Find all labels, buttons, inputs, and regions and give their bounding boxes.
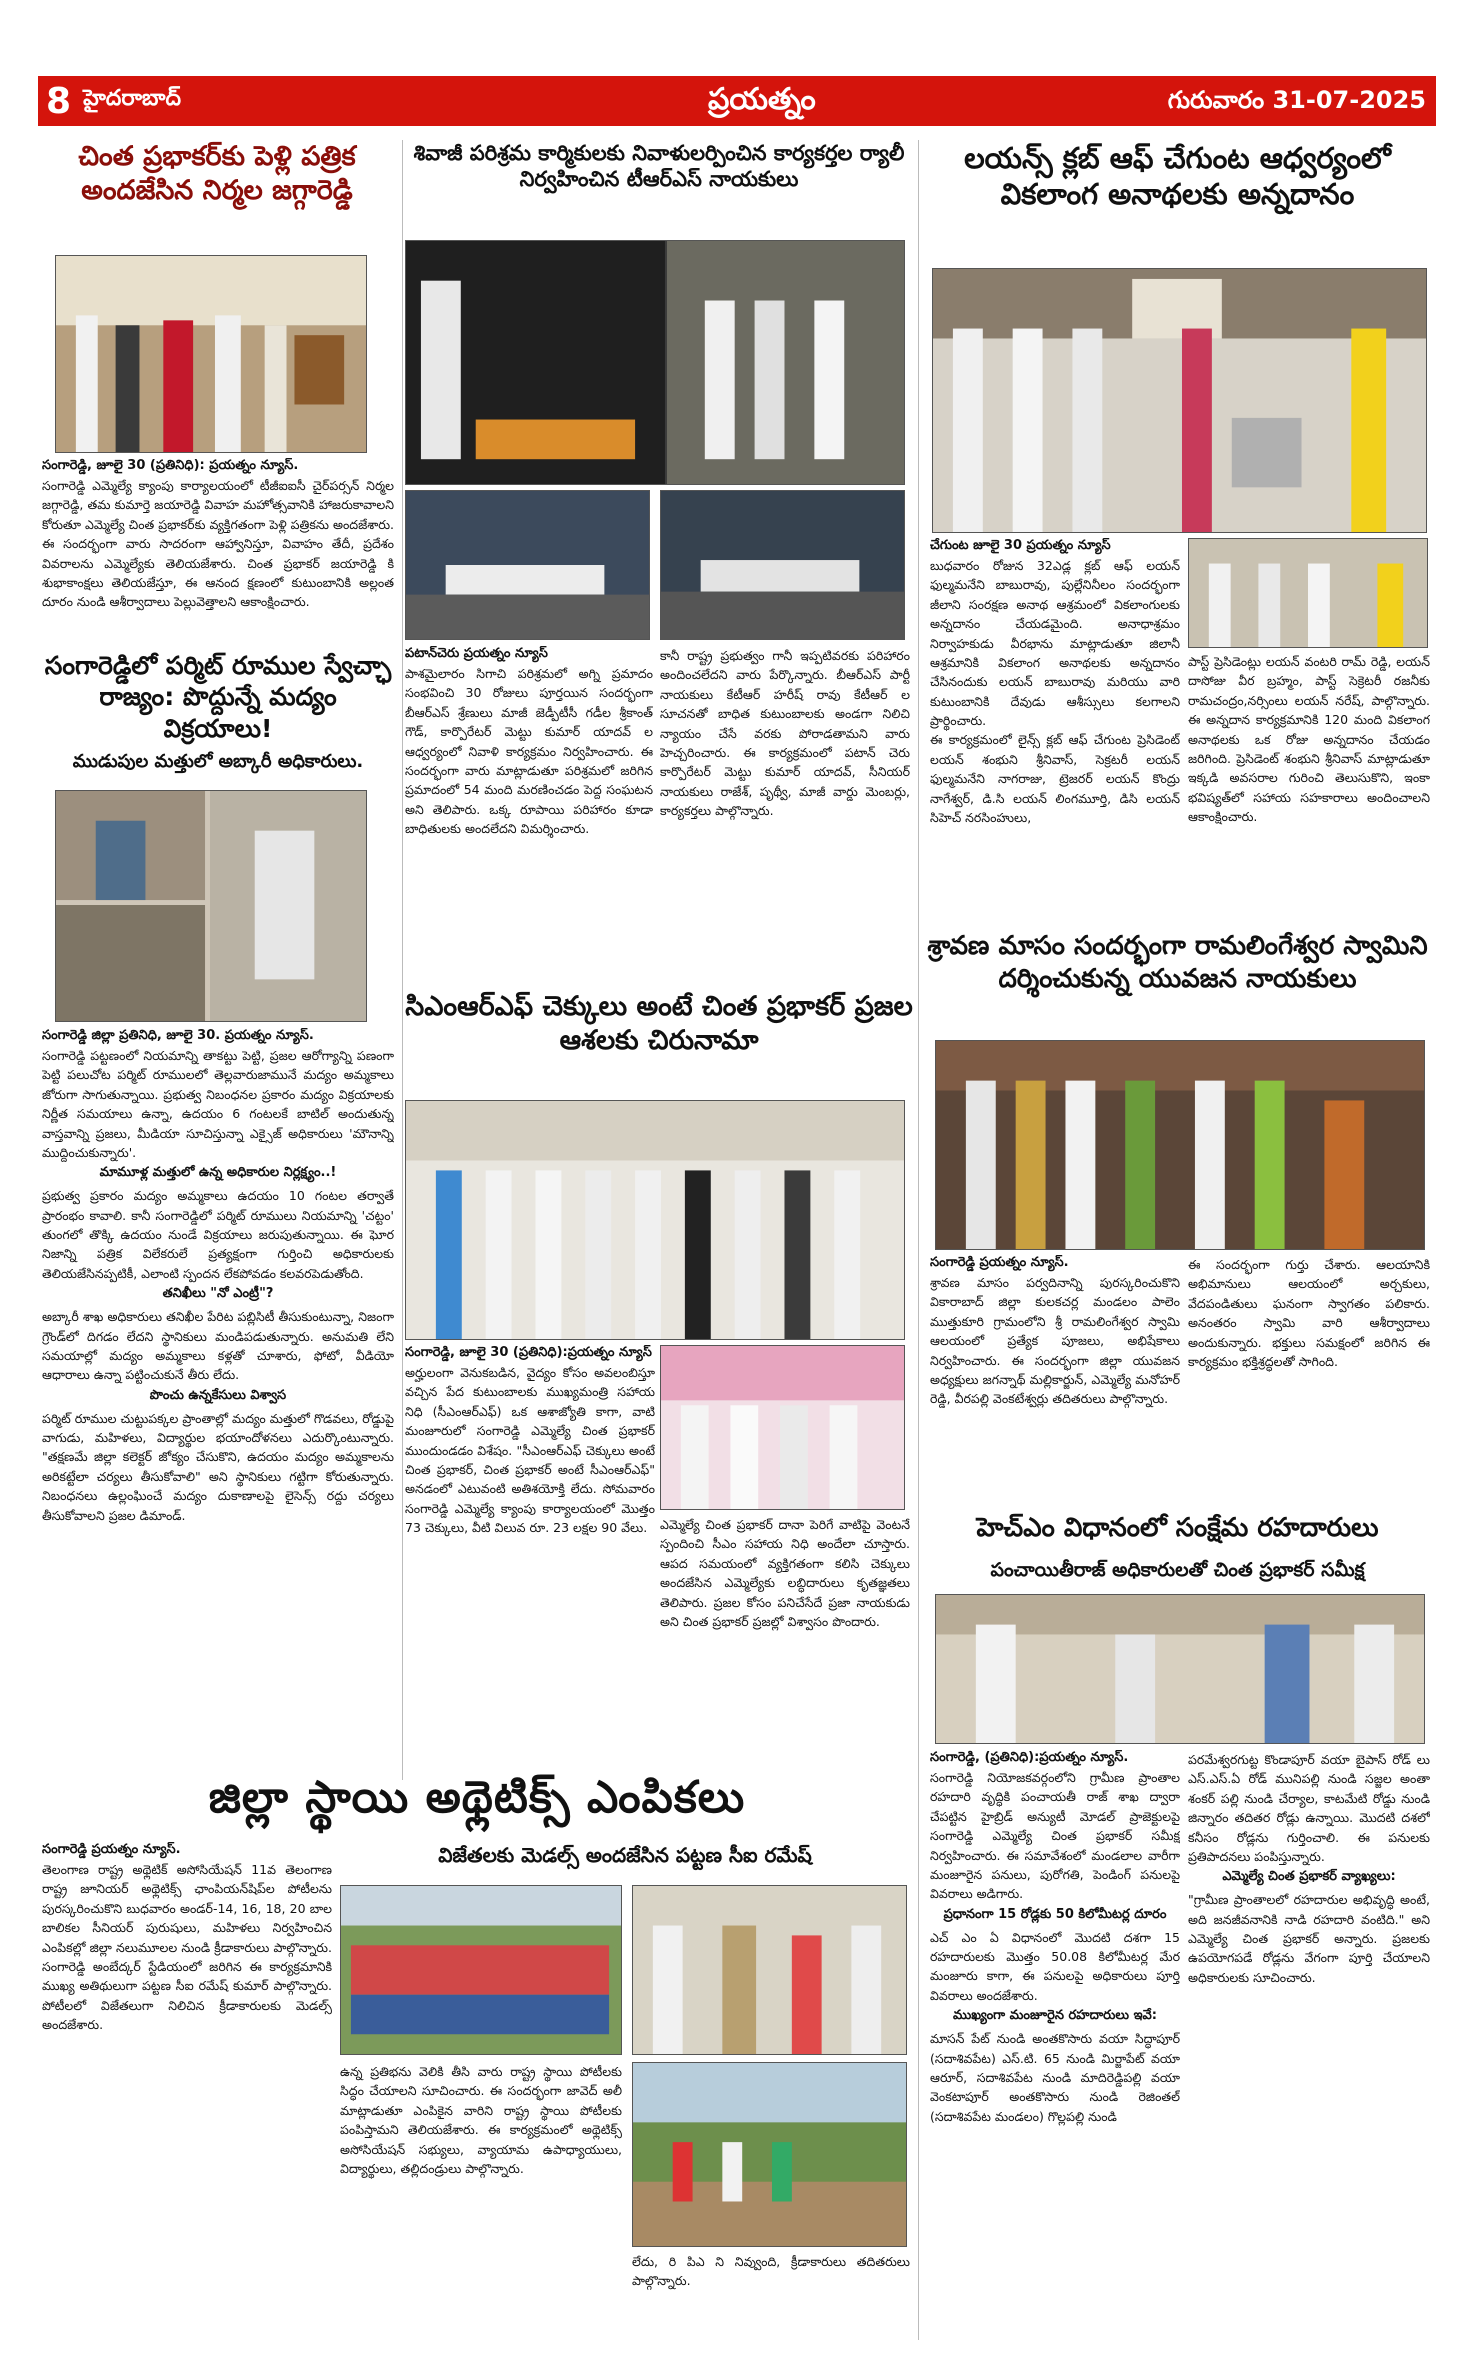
hm-text-4: పరమేశ్వరగుట్ట కొండాపూర్ వయా బైపాస్ రోడ్ లు ఎస్.ఎస్.ఏ రోడ్ మునిపల్లి నుండి సజ్జల అంతా శంకర్ పల్లి నుండి చేర్యాల, కాటమేటి రోడ్డు నుండి జిన్నారం తదితర రోడ్లు ఉన్నాయి. మొదటి దశలో కనీసం రోడ్లను గుర్తించాలి. ఈ పనులకు ప్రతిపాదనలు పంపిస్తున్నారు. bbox=[1188, 1752, 1430, 1864]
shivaji-article-headline: శివాజీ పరిశ్రమ కార్మికులకు నివాళులర్పించిన కార్యకర్తల ర్యాలీ నిర్వహించిన టీఆర్ఎస్ నాయకులు bbox=[413, 141, 905, 192]
shravana-temple-photo bbox=[935, 1040, 1425, 1250]
newspaper-name: ప్రయత్నం bbox=[708, 82, 816, 117]
hm-article-body-2 bbox=[1188, 1750, 1430, 2310]
athletics-byline: సంగారెడ్డి ప్రయత్నం న్యూస్. bbox=[42, 1842, 181, 1857]
liquor-article-body bbox=[42, 1028, 394, 1748]
liquor-text-3: అబ్కారీ శాఖ అధికారులు తనిఖీల పేరిట పబ్లిసిటీ తీసుకుంటున్నా, నిజంగా గ్రౌండ్‌లో దిగడం లేదని స్థానికులు మండిపడుతున్నారు. అనుమతి లేని సమయాల్లో మద్యం అమ్మకాలు కళ్లతో చూశారు, ఫోటో, వీడియో ఆధారాలు ఉన్నా పట్టించుకునే తీరు లేదు. bbox=[42, 1309, 394, 1383]
hm-article-body-1 bbox=[930, 1750, 1180, 2310]
shravana-byline: సంగారెడ్డి ప్రయత్నం న్యూస్. bbox=[930, 1255, 1069, 1270]
column-rule bbox=[918, 140, 919, 2340]
shivaji-photo-main bbox=[405, 240, 905, 485]
lions-text-3: పాస్ట్ ప్రెసిడెంట్లు లయన్ వంటరి రామ్ రెడ్డి, లయన్ దాసోజు వీర బ్రహ్మం, పాస్ట్ సెక్రెటరీ రజనీకు రామచంద్రం,నర్సింలు లయన్ నరేష్, పాల్గొన్నారు. ఈ అన్నదాన కార్యక్రమానికి 120 మంది వికలాంగ అనాథలకు ఒక రోజు అన్నదానం చేయడం జరిగింది. ప్రెసిడెంట్ శంభుని శ్రీనివాస్ మాట్లాడుతూ ఇక్కడి అవసరాల గురించి తెలుసుకొని, ఇంకా భవిష్యత్‌లో సహాయ సహకారాలు అందించాలని ఆకాంక్షించారు. bbox=[1188, 654, 1430, 824]
cmrf-article-headline: సిఎంఆర్ఎఫ్ చెక్కులు అంటే చింత ప్రభాకర్ ప్రజల ఆశలకు చిరునామా bbox=[405, 991, 913, 1056]
liquor-subhead-2: తనిఖీలు "నో ఎంట్రీ"? bbox=[162, 1286, 274, 1302]
liquor-subheadline: ముడుపుల మత్తులో అబ్కారీ అధికారులు. bbox=[72, 751, 364, 772]
cmrf-byline: సంగారెడ్డి, జూలై 30 (ప్రతినిధి):ప్రయత్నం న్యూస్ bbox=[405, 1345, 652, 1360]
shivaji-article-body-1 bbox=[405, 646, 653, 981]
edition-city: హైదరాబాద్ bbox=[83, 86, 182, 111]
shivaji-photo-rally-1 bbox=[405, 490, 650, 640]
cmrf-text-2: ఎమ్మెల్యే చింత ప్రభాకర్ దానా పెరిగే వాటిపై వెంటనే స్పందించి సీఎం సహాయ నిధి అందేలా చూస్తారు. ఆపద సమయంలో వ్యక్తిగతంగా కలిసి చెక్కులు అందజేసిన ఎమ్మెల్యేకు లబ్ధిదారులు కృతజ్ఞతలు తెలిపారు. ప్రజల కోసం పనిచేసేదే ప్రజా నాయకుడు అని చింత ప్రభాకర్ ప్రజల్లో విశ్వాసం పొందారు. bbox=[660, 1517, 910, 1629]
lions-byline: చేగుంట జూలై 30 ప్రయత్నం న్యూస్ bbox=[930, 538, 1111, 553]
lions-text-2: ఈ కార్యక్రమంలో లైన్స్ క్లబ్ ఆఫ్ చేగుంట ప్రెసిడెంట్ లయన్ శంభుని శ్రీనివాస్, సెక్రటరీ లయన్ ఫుల్మమనేని నాగరాజు, ట్రెజరర్ లయన్ కొంద్రు నాగేశ్వర్, డి.సి లయన్ లింగమూర్తి, డిసి లయన్ సిహెచ్ నరసింహులు, bbox=[930, 732, 1180, 825]
hm-subhead-3: ఎమ్మెల్యే చింత ప్రభాకర్ వ్యాఖ్యలు: bbox=[1222, 1869, 1396, 1885]
hm-text-2: ఎచ్ ఎం ఏ విధానంలో మొదటి దశగా 15 రహదారులకు మొత్తం 50.08 కిలోమీటర్ల మేర మంజూరు కాగా, ఈ పనులపై అధికారులు పూర్తి వివరాలు అందజేశారు. bbox=[930, 1929, 1180, 2003]
athletics-race-photo bbox=[632, 2062, 907, 2247]
shivaji-text-1: పాశమైలారం సిగాచి పరిశ్రమలో అగ్ని ప్రమాదం సంభవించి 30 రోజులు పూర్తయిన సందర్భంగా బీఆర్ఎస్ శ్రేణులు మాజీ జెడ్పీటీసీ గడీల శ్రీకాంత్ గౌడ్, కార్పొరేటర్ మెట్టు కుమార్ యాదవ్ ల ఆధ్వర్యంలో నివాళి కార్యక్రమం నిర్వహించారు. ఈ సందర్భంగా వారు మాట్లాడుతూ పరిశ్రమలో జరిగిన ప్రమాదంలో 54 మంది మరణించడం పెద్ద సంఘటన అని తెలిపారు. ఒక్క రూపాయి పరిహారం కూడా బాధితులకు అందలేదని విమర్శించారు. bbox=[405, 666, 653, 836]
hm-subhead-1: ప్రధానంగా 15 రోడ్లకు 50 కిలోమీటర్ల దూరం bbox=[943, 1906, 1167, 1922]
hm-subhead-2: ముఖ్యంగా మంజూరైన రహదారులు ఇవే: bbox=[953, 2008, 1157, 2024]
shravana-text-2: ఈ సందర్భంగా గుర్తు చేశారు. ఆలయానికి అభిమానులు ఆలయంలో అర్చకులు, వేదపండితులు ఘనంగా స్వాగతం పలికారు. అనంతరం స్వామి వారి ఆశీర్వాదాలు అందుకున్నారు. భక్తులు సమక్షంలో జరిగిన ఈ కార్యక్రమం భక్తిశ్రద్ధలతో సాగింది. bbox=[1188, 1257, 1430, 1369]
page-number: 8 bbox=[46, 80, 72, 122]
shravana-text-1: శ్రావణ మాసం పర్వదినాన్ని పురస్కరించుకొని వికారాబాద్ జిల్లా కులకచర్ల మండలం పాలెం ముత్తుకూరి గ్రామంలోని శ్రీ రామలింగేశ్వర స్వామి ఆలయంలో ప్రత్యేక పూజలు, అభిషేకాలు నిర్వహించారు. ఈ సందర్భంగా జిల్లా యువజన అధ్యక్షులు జగన్నాథ్ మల్లికార్జున్, ఎమ్మెల్యే మనోహర్ రెడ్డి, వీరపల్లి వెంకటేశ్వర్లు తదితరులు పాల్గొన్నారు. bbox=[930, 1275, 1180, 1407]
wedding-article-headline: చింత ప్రభాకర్‌కు పెళ్లి పత్రిక అందజేసిన నిర్మల జగ్గారెడ్డి bbox=[78, 141, 356, 206]
cmrf-article-body-1 bbox=[405, 1345, 655, 1765]
liquor-text-2: ప్రభుత్వ ప్రకారం మద్యం అమ్మకాలు ఉదయం 10 గంటల తర్వాతే ప్రారంభం కావాలి. కానీ సంగారెడ్డిలో పర్మిట్ రూములు నియమాన్ని 'చట్టం' తుంగలో తొక్కి ఉదయం నుండే విక్రయాలు జరుపుతున్నాయి. ఈ ఘోర నిజాన్ని పత్రిక విలేకరులే ప్రత్యక్షంగా గుర్తించి అధికారులకు తెలియజేసినప్పటికీ, ఎలాంటి స్పందన లేకపోవడం కలవరపెడుతోంది. bbox=[42, 1188, 394, 1281]
lions-photo-inset bbox=[1188, 538, 1428, 648]
athletics-group-photo bbox=[340, 1885, 622, 2055]
lions-article-headline: లయన్స్ క్లబ్ ఆఫ్ చేగుంట ఆధ్వర్యంలో వికలాంగ అనాథలకు అన్నదానం bbox=[964, 141, 1391, 212]
shravana-article-body-2 bbox=[1188, 1255, 1430, 1505]
athletics-medal-photo bbox=[632, 1885, 907, 2055]
athletics-article-body-3 bbox=[632, 2252, 910, 2332]
shivaji-article-body-2 bbox=[660, 646, 910, 981]
hm-byline: సంగారెడ్డి, (ప్రతినిధి):ప్రయత్నం న్యూస్. bbox=[930, 1750, 1129, 1765]
shivaji-photo-rally-2 bbox=[660, 490, 905, 640]
athletics-article-headline: జిల్లా స్థాయి అథ్లెటిక్స్ ఎంపికలు bbox=[208, 1772, 746, 1823]
lions-photo-main bbox=[932, 268, 1427, 533]
athletics-text-3: లేదు, రి పిఎ ని నివ్వుంది, క్రీడాకారులు తదితరులు పాల్గొన్నారు. bbox=[632, 2254, 910, 2289]
lions-article-body-2 bbox=[1188, 652, 1430, 918]
shravana-article-body-1 bbox=[930, 1255, 1180, 1505]
lions-article-body-1 bbox=[930, 538, 1180, 918]
athletics-subheadline: విజేతలకు మెడల్స్ అందజేసిన పట్టణ సీఐ రమేష్ bbox=[438, 1843, 812, 1867]
liquor-article-headline: సంగారెడ్డిలో పర్మిట్ రూముల స్వేచ్ఛా రాజ్యం: పొద్దున్నే మద్యం విక్రయాలు! bbox=[44, 651, 392, 743]
athletics-text-1: తెలంగాణ రాష్ట్ర అథ్లెటిక్ అసోసియేషన్ 11వ తెలంగాణ రాష్ట్ర జూనియర్ అథ్లెటిక్స్ ఛాంపియన్‌షిప్‌ల పోటీలను పురస్కరించుకొని బుధవారం అండర్-14, 16, 18, 20 బాల బాలికల సీనియర్ పురుషులు, మహిళలు నిర్వహించిన ఎంపికల్లో జిల్లా నలుమూలల నుండి క్రీడాకారులు పాల్గొన్నారు. సంగారెడ్డి అంబేద్కర్ స్టేడియంలో జరిగిన ఈ కార్యక్రమానికి ముఖ్య అతిథులుగా పట్టణ సీఐ రమేష్ కుమార్ పాల్గొన్నారు. పోటీలలో విజేతలుగా నిలిచిన క్రీడాకారులకు మెడల్స్ అందజేశారు. bbox=[42, 1862, 332, 2032]
liquor-text-4: పర్మిట్ రూముల చుట్టుపక్కల ప్రాంతాల్లో మద్యం మత్తులో గొడవలు, రోడ్డుపై వాగుడు, మహిళలు, విద్యార్థుల భయాందోళనలు ఎదుర్కొంటున్నారు. "తక్షణమే జిల్లా కలెక్టర్ జోక్యం చేసుకొని, ఉదయం మద్యం అమ్మకాలను అరికట్టేలా చర్యలు తీసుకోవాలి" అని స్థానికులు గట్టిగా కోరుతున్నారు. నిబంధనలు ఉల్లంఘించే మద్యం దుకాణాలపై లైసెన్స్ రద్దు చర్యలు తీసుకోవాలని ప్రజల డిమాండ్. bbox=[42, 1410, 394, 1523]
cmrf-article-body-2 bbox=[660, 1515, 910, 1765]
athletics-article-body-1 bbox=[42, 1842, 332, 2332]
liquor-byline: సంగారెడ్డి జిల్లా ప్రతినిధి, జూలై 30. ప్రయత్నం న్యూస్. bbox=[42, 1028, 314, 1043]
liquor-subhead-3: పొంచు ఉన్నకేసులు విశ్వాస bbox=[149, 1387, 287, 1403]
hm-text-3: మాసన్ పేట్ నుండి అంతకొసారు వయా సిద్ధాపూర్ (సదాశివపేట) ఎస్.టి. 65 నుండి మిర్జాపేట్ వయా ఆరూర్, సదాశివపేట నుండి మాదిరెడ్డిపల్లి వయా వెంకటాపూర్ అంతకొసారు నుండి రెజింతల్ (సదాశివపేట మండలం) గొల్లపల్లి నుండి bbox=[930, 2031, 1180, 2124]
athletics-text-2: ఉన్న ప్రతిభను వెలికి తీసి వారు రాష్ట్ర స్థాయి పోటీలకు సిద్ధం చేయాలని సూచించారు. ఈ సందర్భంగా జావెద్ అలీ మాట్లాడుతూ ఎంపికైన వారిని రాష్ట్ర స్థాయి పోటీలకు పంపిస్తామని తెలియజేశారు. ఈ కార్యక్రమంలో అథ్లెటిక్స్ అసోసియేషన్ సభ్యులు, వ్యాయామ ఉపాధ్యాయులు, విద్యార్థులు, తల్లిదండ్రులు పాల్గొన్నారు. bbox=[340, 2064, 622, 2176]
hm-text-1: సంగారెడ్డి నియోజకవర్గంలోని గ్రామీణ ప్రాంతాల రహదారి వృద్ధికి పంచాయతీ రాజ్ శాఖ ద్వారా చేపట్టిన హైబ్రిడ్ అన్యుటీ మోడల్ ప్రాజెక్టులపై సంగారెడ్డి ఎమ్మెల్యే చింత ప్రభాకర్ సమీక్ష నిర్వహించారు. ఈ సమావేశంలో మండలాల వారీగా మంజూరైన పనులు, పురోగతి, పెండింగ్ పనులపై వివరాలు అడిగారు. bbox=[930, 1770, 1180, 1902]
column-rule bbox=[402, 140, 403, 1780]
shivaji-text-2: కానీ రాష్ట్ర ప్రభుత్వం గానీ ఇప్పటివరకు పరిహారం అందించలేదని వారు పేర్కొన్నారు. బీఆర్ఎస్ పార్టీ నాయకులు కేటీఆర్ హరీష్ రావు కేటీఆర్ ల సూచనతో బాధిత కుటుంబాలకు అండగా నిలిచి న్యాయం చేసే వరకు పోరాడతామని వారు హెచ్చరించారు. ఈ కార్యక్రమంలో పటాన్ చెరు కార్పొరేటర్ మెట్టు కుమార్ యాదవ్, సీనియర్ నాయకులు రాజేశ్, పృథ్వీ, మాజీ వార్డు మెంబర్లు, కార్యకర్తలు పాల్గొన్నారు. bbox=[660, 648, 910, 818]
wedding-article-body bbox=[42, 458, 394, 638]
hm-text-5: "గ్రామీణ ప్రాంతాలలో రహదారుల అభివృద్ధి అంటే, అది జనజీవనానికి నాడి రహదారి వంటిది." అని ఎమ్మెల్యే చింత ప్రభాకర్ అన్నారు. ప్రజలకు ఉపయోగపడే రోడ్లను వేగంగా పూర్తి చేయాలని అధికారులకు సూచించారు. bbox=[1188, 1892, 1430, 1985]
hm-article-headline: హెచ్ఎం విధానంలో సంక్షేమ రహదారులు bbox=[976, 1513, 1379, 1543]
cmrf-text-1: అర్హులంగా వెనుకబడిన, వైద్యం కోసం అవలంబిస్తూ వచ్చిన పేద కుటుంబాలకు ముఖ్యమంత్రి సహాయ నిధి (సీఎంఆర్ఎఫ్) ఒక ఆశాజ్యోతి కాగా, వాటి మంజూరులో సంగారెడ్డి ఎమ్మెల్యే చింత ప్రభాకర్ ముందుండడం విశేషం. "సీఎంఆర్ఎఫ్ చెక్కులు అంటే చింత ప్రభాకర్, చింత ప్రభాకర్ అంటే సీఎంఆర్ఎఫ్" అనడంలో ఎటువంటి అతిశయోక్తి లేదు. సోమవారం సంగారెడ్డి ఎమ్మెల్యే క్యాంపు కార్యాలయంలో మొత్తం 73 చెక్కులు, వీటి విలువ రూ. 23 లక్షల 90 వేలు. bbox=[405, 1365, 655, 1535]
wedding-photo bbox=[55, 255, 367, 453]
masthead bbox=[38, 76, 1436, 126]
wedding-text: సంగారెడ్డి ఎమ్మెల్యే క్యాంపు కార్యాలయంలో టీజీఐఐసీ చైర్‌పర్సన్ నిర్మల జగ్గారెడ్డి, తమ కుమార్తె జయారెడ్డి వివాహ మహోత్సవానికి హాజరుకావాలని కోరుతూ ఎమ్మెల్యే చింత ప్రభాకర్‌కు వ్యక్తిగతంగా పెళ్లి పత్రికను అందజేశారు. ఈ సందర్భంగా వారు సాదరంగా ఆహ్వానిస్తూ, వివాహం తేదీ, ప్రదేశం వివరాలను ఎమ్మెల్యేకు తెలియజేశారు. చింత ప్రభాకర్ జయారెడ్డి కి శుభాకాంక్షలు తెలియజేస్తూ, ఈ ఆనంద క్షణంలో కుటుంబానికి అల్లంత దూరం నుండి ఆశీర్వాదాలు పెల్లువెత్తాలని ఆకాంక్షించారు. bbox=[42, 478, 394, 610]
cmrf-photo-inset bbox=[660, 1345, 905, 1510]
hm-review-photo bbox=[935, 1594, 1425, 1744]
liquor-subhead-1: మామూళ్ల మత్తులో ఉన్న అధికారుల నిర్లక్ష్యం..! bbox=[99, 1165, 337, 1181]
hm-subheadline: పంచాయితీరాజ్ అధికారులతో చింత ప్రభాకర్ సమీక్ష bbox=[990, 1559, 1365, 1581]
liquor-text-1: సంగారెడ్డి పట్టణంలో నియమాన్ని తాకట్టు పెట్టి, ప్రజల ఆరోగ్యాన్ని పణంగా పెట్టి పలుచోట పర్మిట్ రూములలో తెల్లవారుజామునే మద్యం అమ్మకాలు జోరుగా సాగుతున్నాయి. ప్రభుత్వ నిబంధనల ప్రకారం మద్యం విక్రయాలకు నిర్ణీత సమయాలు ఉన్నా, ఉదయం 6 గంటలకే బాటిల్ అందుతున్న వాస్తవాన్ని ప్రజలు, మీడియా సూచిస్తున్నా ఎక్సైజ్ అధికారులు 'మౌనాన్ని ముద్దించుకున్నారు'. bbox=[42, 1048, 394, 1160]
cmrf-photo-main bbox=[405, 1100, 905, 1340]
athletics-article-body-2 bbox=[340, 2062, 622, 2332]
lions-text-1: బుధవారం రోజున 32ఎడ్ల క్లబ్ ఆఫ్ లయన్ ఫుల్మమనేని బాబురావు, పుల్లేనినీలం సందర్భంగా జీలాని సంరక్షణ అనాథ ఆశ్రమంలో వికలాంగులకు అన్నదానం చేయడమైంది. అనాధాశ్రమం నిర్వాహకుడు వీరభాను మాట్లాడుతూ జిలానీ ఆశ్రమానికి వికలాంగ అనాథలకు అన్నదానం చేసినందుకు లయన్ బాబురావు మరియు వారి కుటుంబానికి దేవుడు ఆశీస్సులు కలగాలని ప్రార్థించారు. bbox=[930, 558, 1180, 728]
liquor-photo bbox=[55, 790, 367, 1022]
shivaji-byline: పటాన్‌చెరు ప్రయత్నం న్యూస్ bbox=[405, 646, 548, 661]
wedding-byline: సంగారెడ్డి, జూలై 30 (ప్రతినిధి): ప్రయత్నం న్యూస్. bbox=[42, 458, 299, 473]
issue-date: గురువారం 31-07-2025 bbox=[1167, 86, 1426, 114]
shravana-article-headline: శ్రావణ మాసం సందర్భంగా రామలింగేశ్వర స్వామిని దర్శించుకున్న యువజన నాయకులు bbox=[927, 931, 1428, 994]
